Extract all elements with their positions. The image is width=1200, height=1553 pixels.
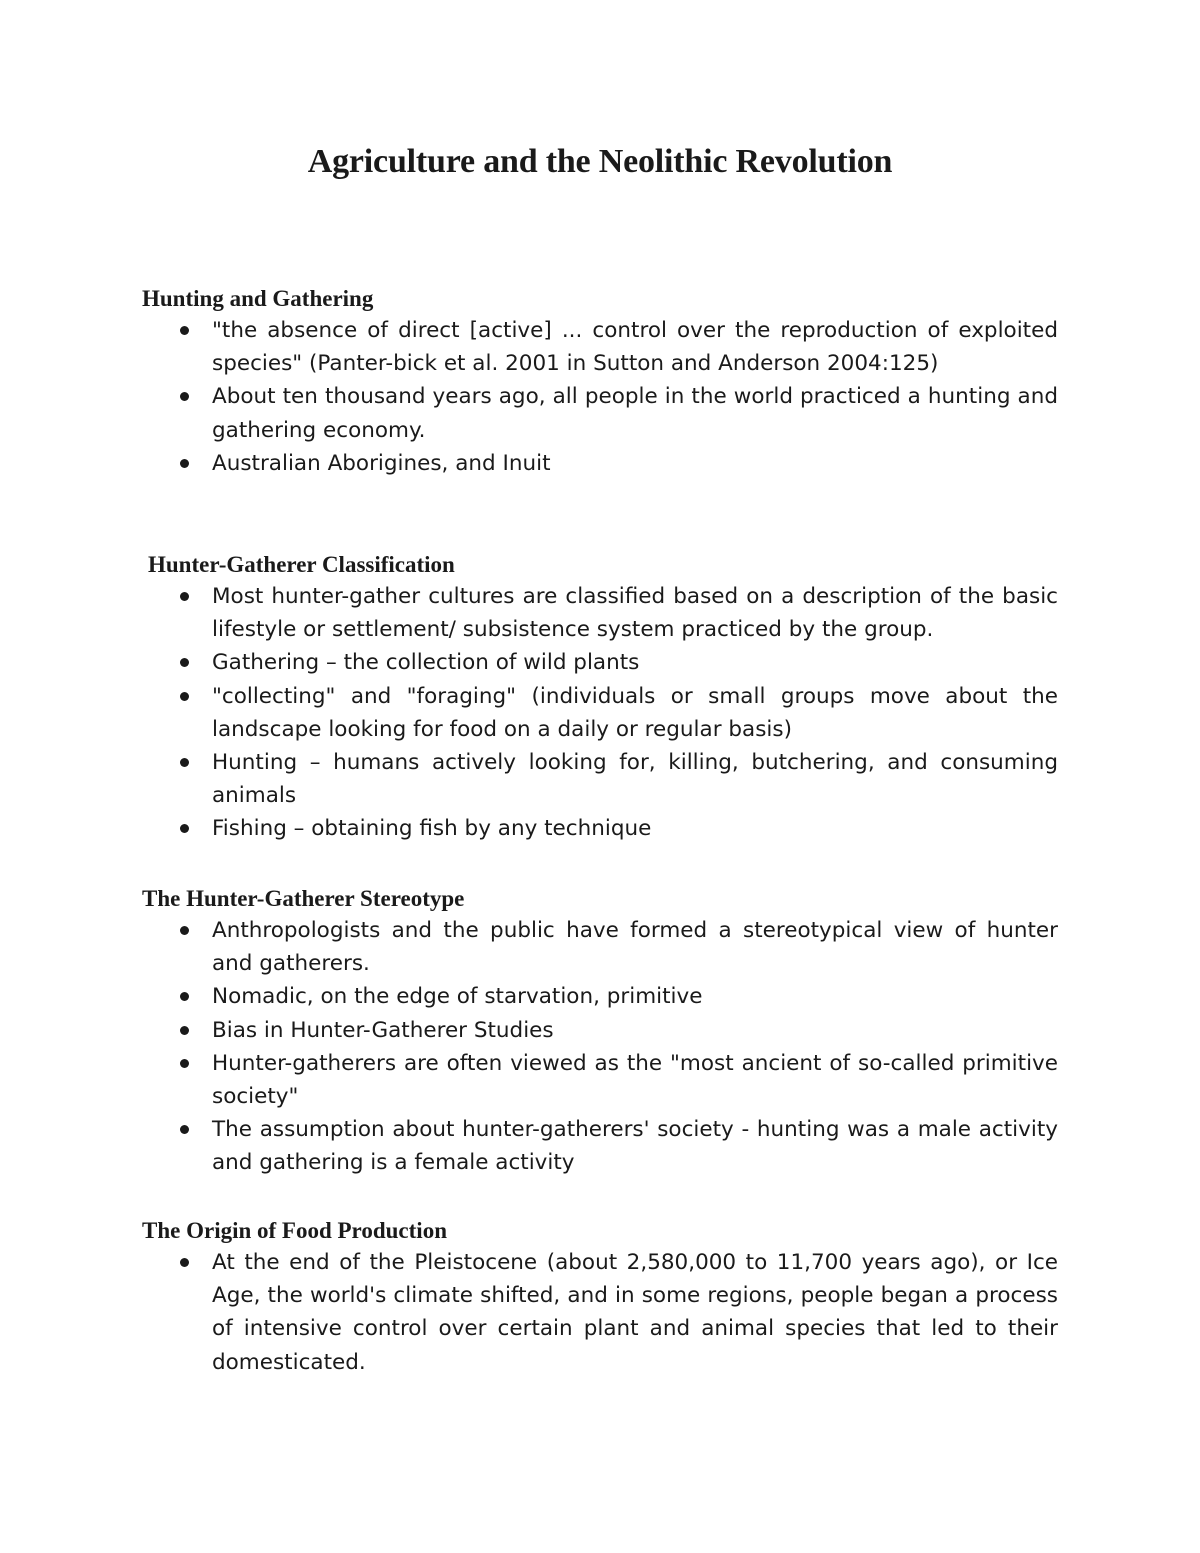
list-item-text: Anthropologists and the public have formed a stereotypical view of hunter and gatherers. [212,918,1058,977]
list-item-text: Hunter-gatherers are often viewed as the "most ancient of so-called primitive society" [212,1050,1058,1110]
list-item [142,1014,1058,1047]
list-item-text: Australian Aborigines, and Inuit [212,450,551,476]
list-item [142,1113,1058,1179]
list-item [142,447,1058,480]
section-origin-of-food-production [142,1216,1058,1379]
bullet-list [142,580,1058,846]
list-item-text: Hunting – humans actively looking for, killing, butchering, and consuming animals [212,750,1058,809]
list-item [142,1047,1058,1113]
section-heading: The Hunter-Gatherer Stereotype [142,886,465,911]
bullet-icon [180,592,189,601]
bullet-icon [180,824,189,833]
list-item-text: Fishing – obtaining fish by any technique [212,816,652,842]
list-item-text: "collecting" and "foraging" (individuals or small groups move about the landscape looking for food on a daily or regular basis) [212,683,1058,742]
list-item [142,646,1058,679]
bullet-icon [180,326,189,335]
bullet-list [142,914,1058,1180]
bullet-icon [180,392,189,401]
bullet-icon [180,926,189,935]
section-hunter-gatherer-classification [142,550,1058,846]
bullet-icon [180,658,189,667]
bullet-icon [180,692,189,701]
bullet-icon [180,992,189,1001]
document-title: Agriculture and the Neolithic Revolution [307,143,893,180]
section-hunting-and-gathering [142,284,1058,480]
bullet-list [142,1246,1058,1379]
list-item-text: "the absence of direct [active] ... control over the reproduction of exploited species" (Panter-bick et al. 2001 in Sutton and Anderson 2004:125) [212,318,1058,377]
list-item [142,980,1058,1013]
list-item-text: Bias in Hunter-Gatherer Studies [212,1017,554,1043]
section-heading: The Origin of Food Production [142,1218,447,1243]
list-item-text: About ten thousand years ago, all people in the world practiced a hunting and gathering economy. [212,384,1058,443]
list-item [142,580,1058,646]
bullet-list [142,314,1058,480]
list-item [142,812,1058,845]
section-hunter-gatherer-stereotype [142,884,1058,1180]
section-heading: Hunter-Gatherer Classification [148,552,455,577]
list-item [142,680,1058,746]
list-item [142,914,1058,980]
list-item [142,380,1058,446]
bullet-icon [180,1258,189,1267]
list-item [142,746,1058,812]
bullet-icon [180,1125,189,1134]
list-item-text: Gathering – the collection of wild plants [212,650,640,676]
list-item-text: Nomadic, on the edge of starvation, primitive [212,984,703,1010]
list-item-text: At the end of the Pleistocene (about 2,580,000 to 11,700 years ago), or Ice Age, the world's climate shifted, and in some regions, people began a process of intensive control over certain plant and animal species that led to their domesticated. [212,1250,1058,1375]
bullet-icon [180,1059,189,1068]
list-item-text: The assumption about hunter-gatherers' society - hunting was a male activity and gathering is a female activity [212,1117,1058,1176]
list-item-text: Most hunter-gather cultures are classified based on a description of the basic lifestyle or settlement/ subsistence system practiced by the group. [212,584,1058,643]
bullet-icon [180,758,189,767]
section-heading: Hunting and Gathering [142,286,374,311]
bullet-icon [180,1026,189,1035]
list-item [142,1246,1058,1379]
bullet-icon [180,459,189,468]
list-item [142,314,1058,380]
